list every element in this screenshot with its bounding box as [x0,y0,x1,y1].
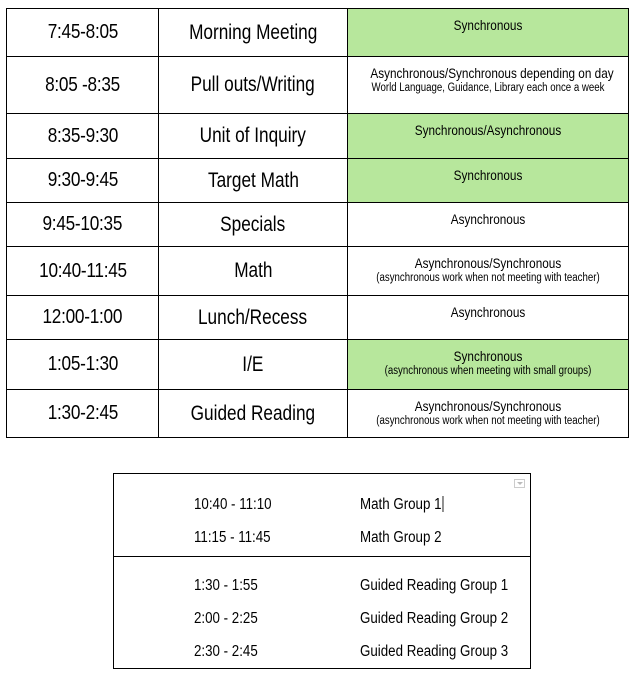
group-name: Guided Reading Group 1 [360,577,509,594]
time-cell: 9:45-10:35 [7,203,159,247]
time-cell: 1:30-2:45 [7,390,159,438]
activity-cell: Target Math [159,159,348,203]
mode-cell: Synchronous/Asynchronous [348,114,629,159]
group-row [114,610,530,630]
mode-cell: Asynchronous [348,296,629,340]
activity-cell: I/E [159,340,348,390]
mode-cell: Synchronous [348,9,629,57]
time-cell: 12:00-1:00 [7,296,159,340]
schedule-row [7,247,629,296]
schedule-row [7,159,629,203]
mode-cell: Asynchronous/Synchronous depending on day World Language, Guidance, Library each once a week [348,57,629,114]
activity-cell: Lunch/Recess [159,296,348,340]
activity-cell: Unit of Inquiry [159,114,348,159]
time-cell: 9:30-9:45 [7,159,159,203]
schedule-row [7,296,629,340]
activity-cell: Math [159,247,348,296]
schedule-row [7,390,629,438]
group-time: 2:00 - 2:25 [194,610,258,627]
group-name: Guided Reading Group 3 [360,643,509,660]
group-time: 10:40 - 11:10 [194,496,272,513]
group-row [114,496,530,516]
group-time: 2:30 - 2:45 [194,643,258,660]
group-time: 1:30 - 1:55 [194,577,258,594]
schedule-row [7,340,629,390]
mode-cell: Asynchronous/Synchronous (asynchronous work when not meeting with teacher) [348,390,629,438]
text-cursor [442,496,443,512]
group-schedule-box[interactable] [113,473,531,669]
group-name: Math Group 2 [360,529,442,546]
group-name: Math Group 1 [360,496,442,513]
group-time: 11:15 - 11:45 [194,529,271,546]
time-cell: 10:40-11:45 [7,247,159,296]
activity-cell: Specials [159,203,348,247]
group-name: Guided Reading Group 2 [360,610,509,627]
schedule-row [7,203,629,247]
time-cell: 1:05-1:30 [7,340,159,390]
schedule-row [7,9,629,57]
activity-cell: Morning Meeting [159,9,348,57]
mode-cell: Synchronous (asynchronous when meeting with small groups) [348,340,629,390]
section-divider [114,556,530,557]
mode-cell: Asynchronous [348,203,629,247]
mode-cell: Synchronous [348,159,629,203]
schedule-row [7,114,629,159]
mode-cell: Asynchronous/Synchronous (asynchronous work when not meeting with teacher) [348,247,629,296]
activity-cell: Guided Reading [159,390,348,438]
dropdown-arrow-icon[interactable] [514,479,525,488]
time-cell: 8:05 -8:35 [7,57,159,114]
group-row [114,529,530,549]
group-row [114,643,530,663]
time-cell: 7:45-8:05 [7,9,159,57]
activity-cell: Pull outs/Writing [159,57,348,114]
schedule-table [6,8,629,438]
schedule-row [7,57,629,114]
time-cell: 8:35-9:30 [7,114,159,159]
group-row [114,577,530,597]
